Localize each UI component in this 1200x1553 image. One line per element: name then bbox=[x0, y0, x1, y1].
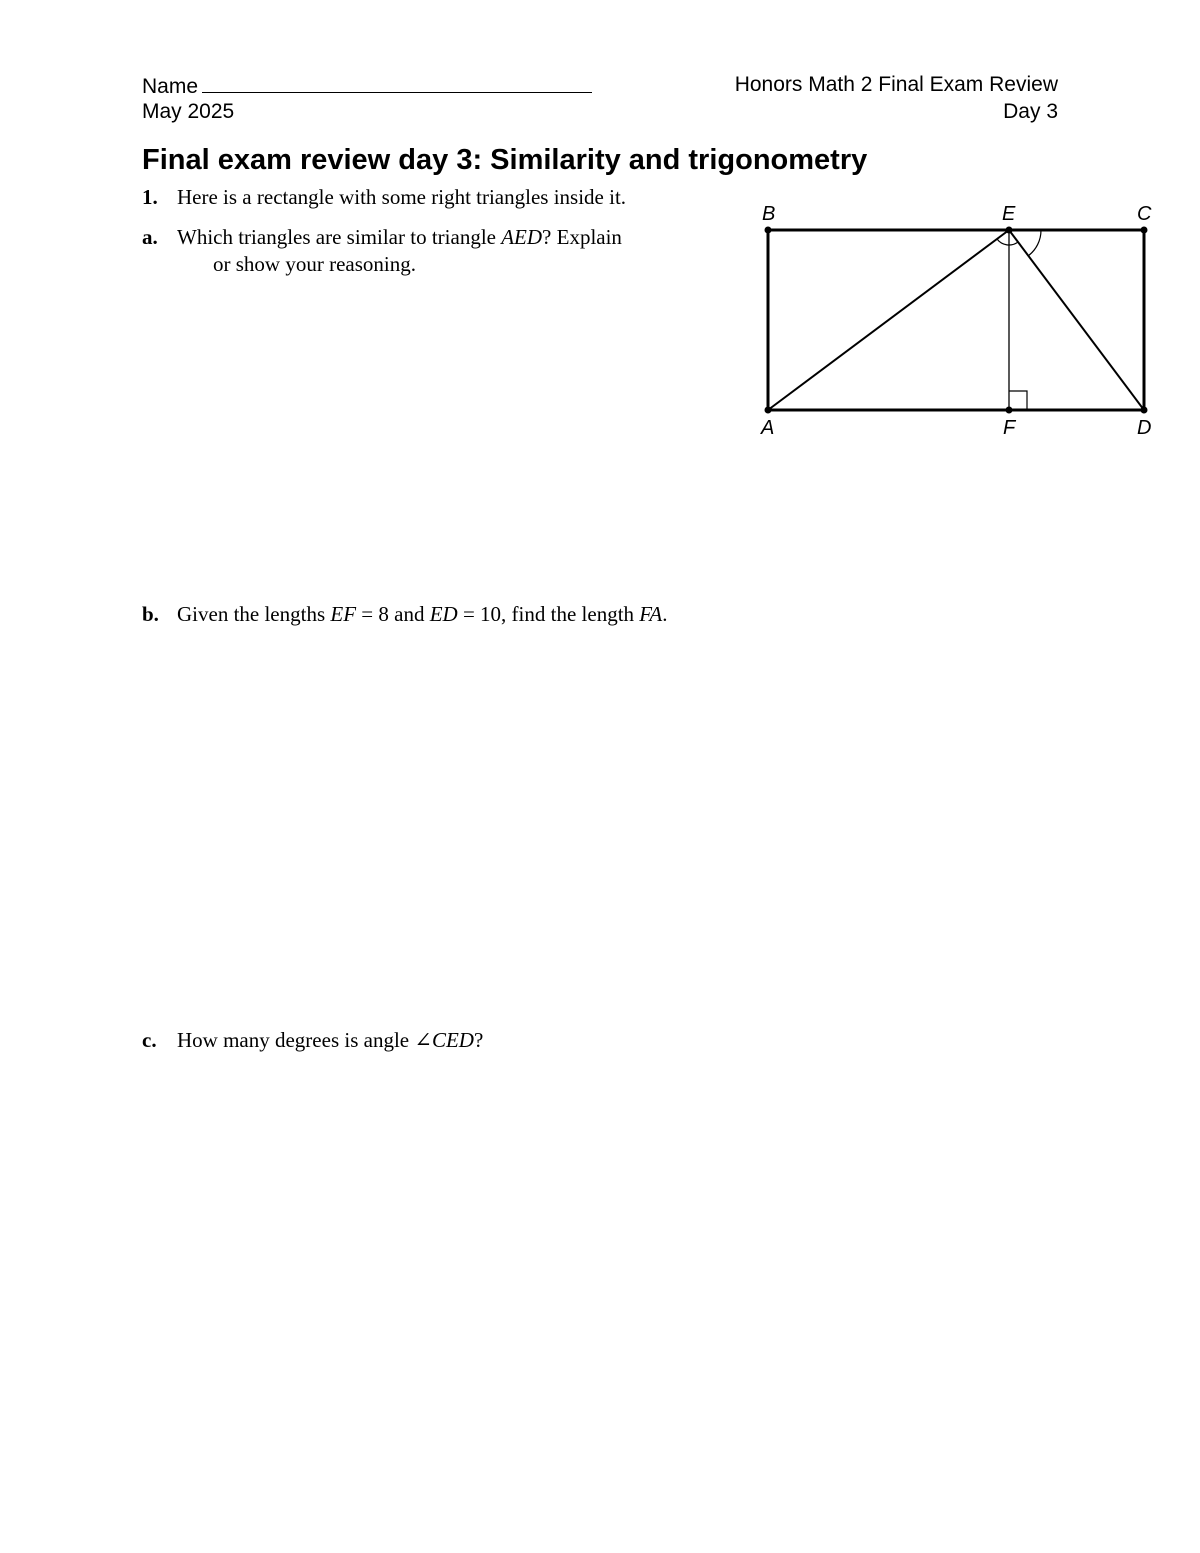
problem-1-text: Here is a rectangle with some right triangles inside it. bbox=[177, 185, 627, 209]
rectangle-bcda bbox=[768, 230, 1144, 410]
part-b-math-fa: FA bbox=[639, 602, 663, 626]
right-angle-mark bbox=[1009, 391, 1027, 410]
rectangle-diagram bbox=[740, 196, 1170, 446]
part-a-math: AED bbox=[501, 225, 543, 249]
part-b-label: b. bbox=[142, 602, 159, 626]
point-d bbox=[1141, 407, 1148, 414]
problem-1-number: 1. bbox=[142, 185, 158, 209]
segment-ed bbox=[1009, 230, 1144, 410]
problem-1 bbox=[142, 184, 626, 211]
part-c bbox=[142, 1027, 483, 1054]
part-b-text-3: = 10, find the length bbox=[457, 602, 640, 626]
point-a bbox=[765, 407, 772, 414]
name-label: Name bbox=[142, 75, 199, 98]
point-e bbox=[1006, 227, 1013, 234]
part-b-text-4: . bbox=[662, 602, 668, 626]
label-f: F bbox=[1003, 417, 1016, 439]
label-b: B bbox=[762, 203, 776, 225]
part-c-math-ced: ∠CED bbox=[414, 1028, 474, 1052]
part-a-text: Which triangles are similar to triangle bbox=[177, 225, 502, 249]
name-field[interactable] bbox=[142, 72, 592, 100]
part-c-text-1: How many degrees is angle bbox=[177, 1028, 415, 1052]
part-b-text-1: Given the lengths bbox=[177, 602, 331, 626]
segment-ae bbox=[768, 230, 1009, 410]
label-e: E bbox=[1002, 203, 1016, 225]
point-c bbox=[1141, 227, 1148, 234]
part-c-text-2: ? bbox=[473, 1028, 484, 1052]
part-b bbox=[142, 601, 668, 628]
course-title: Honors Math 2 Final Exam Review bbox=[734, 73, 1058, 96]
part-a-line2: or show your reasoning. bbox=[213, 252, 416, 276]
part-b-text-2: = 8 and bbox=[356, 602, 430, 626]
label-c: C bbox=[1137, 203, 1152, 225]
angle-aed-mark bbox=[997, 239, 1018, 245]
part-a-label: a. bbox=[142, 225, 158, 249]
name-blank-line[interactable] bbox=[202, 72, 592, 93]
point-b bbox=[765, 227, 772, 234]
page-title: Final exam review day 3: Similarity and trigonometry bbox=[142, 144, 868, 176]
date-label: May 2025 bbox=[142, 100, 235, 123]
part-a-text-after: ? Explain bbox=[542, 225, 622, 249]
part-c-label: c. bbox=[142, 1028, 157, 1052]
part-a bbox=[142, 224, 702, 278]
label-a: A bbox=[761, 417, 775, 439]
day-label: Day 3 bbox=[1003, 100, 1058, 123]
part-b-math-ed: ED bbox=[429, 602, 458, 626]
angle-ced-mark bbox=[1028, 230, 1041, 256]
part-b-math-ef: EF bbox=[330, 602, 357, 626]
point-f bbox=[1006, 407, 1013, 414]
label-d: D bbox=[1137, 417, 1152, 439]
